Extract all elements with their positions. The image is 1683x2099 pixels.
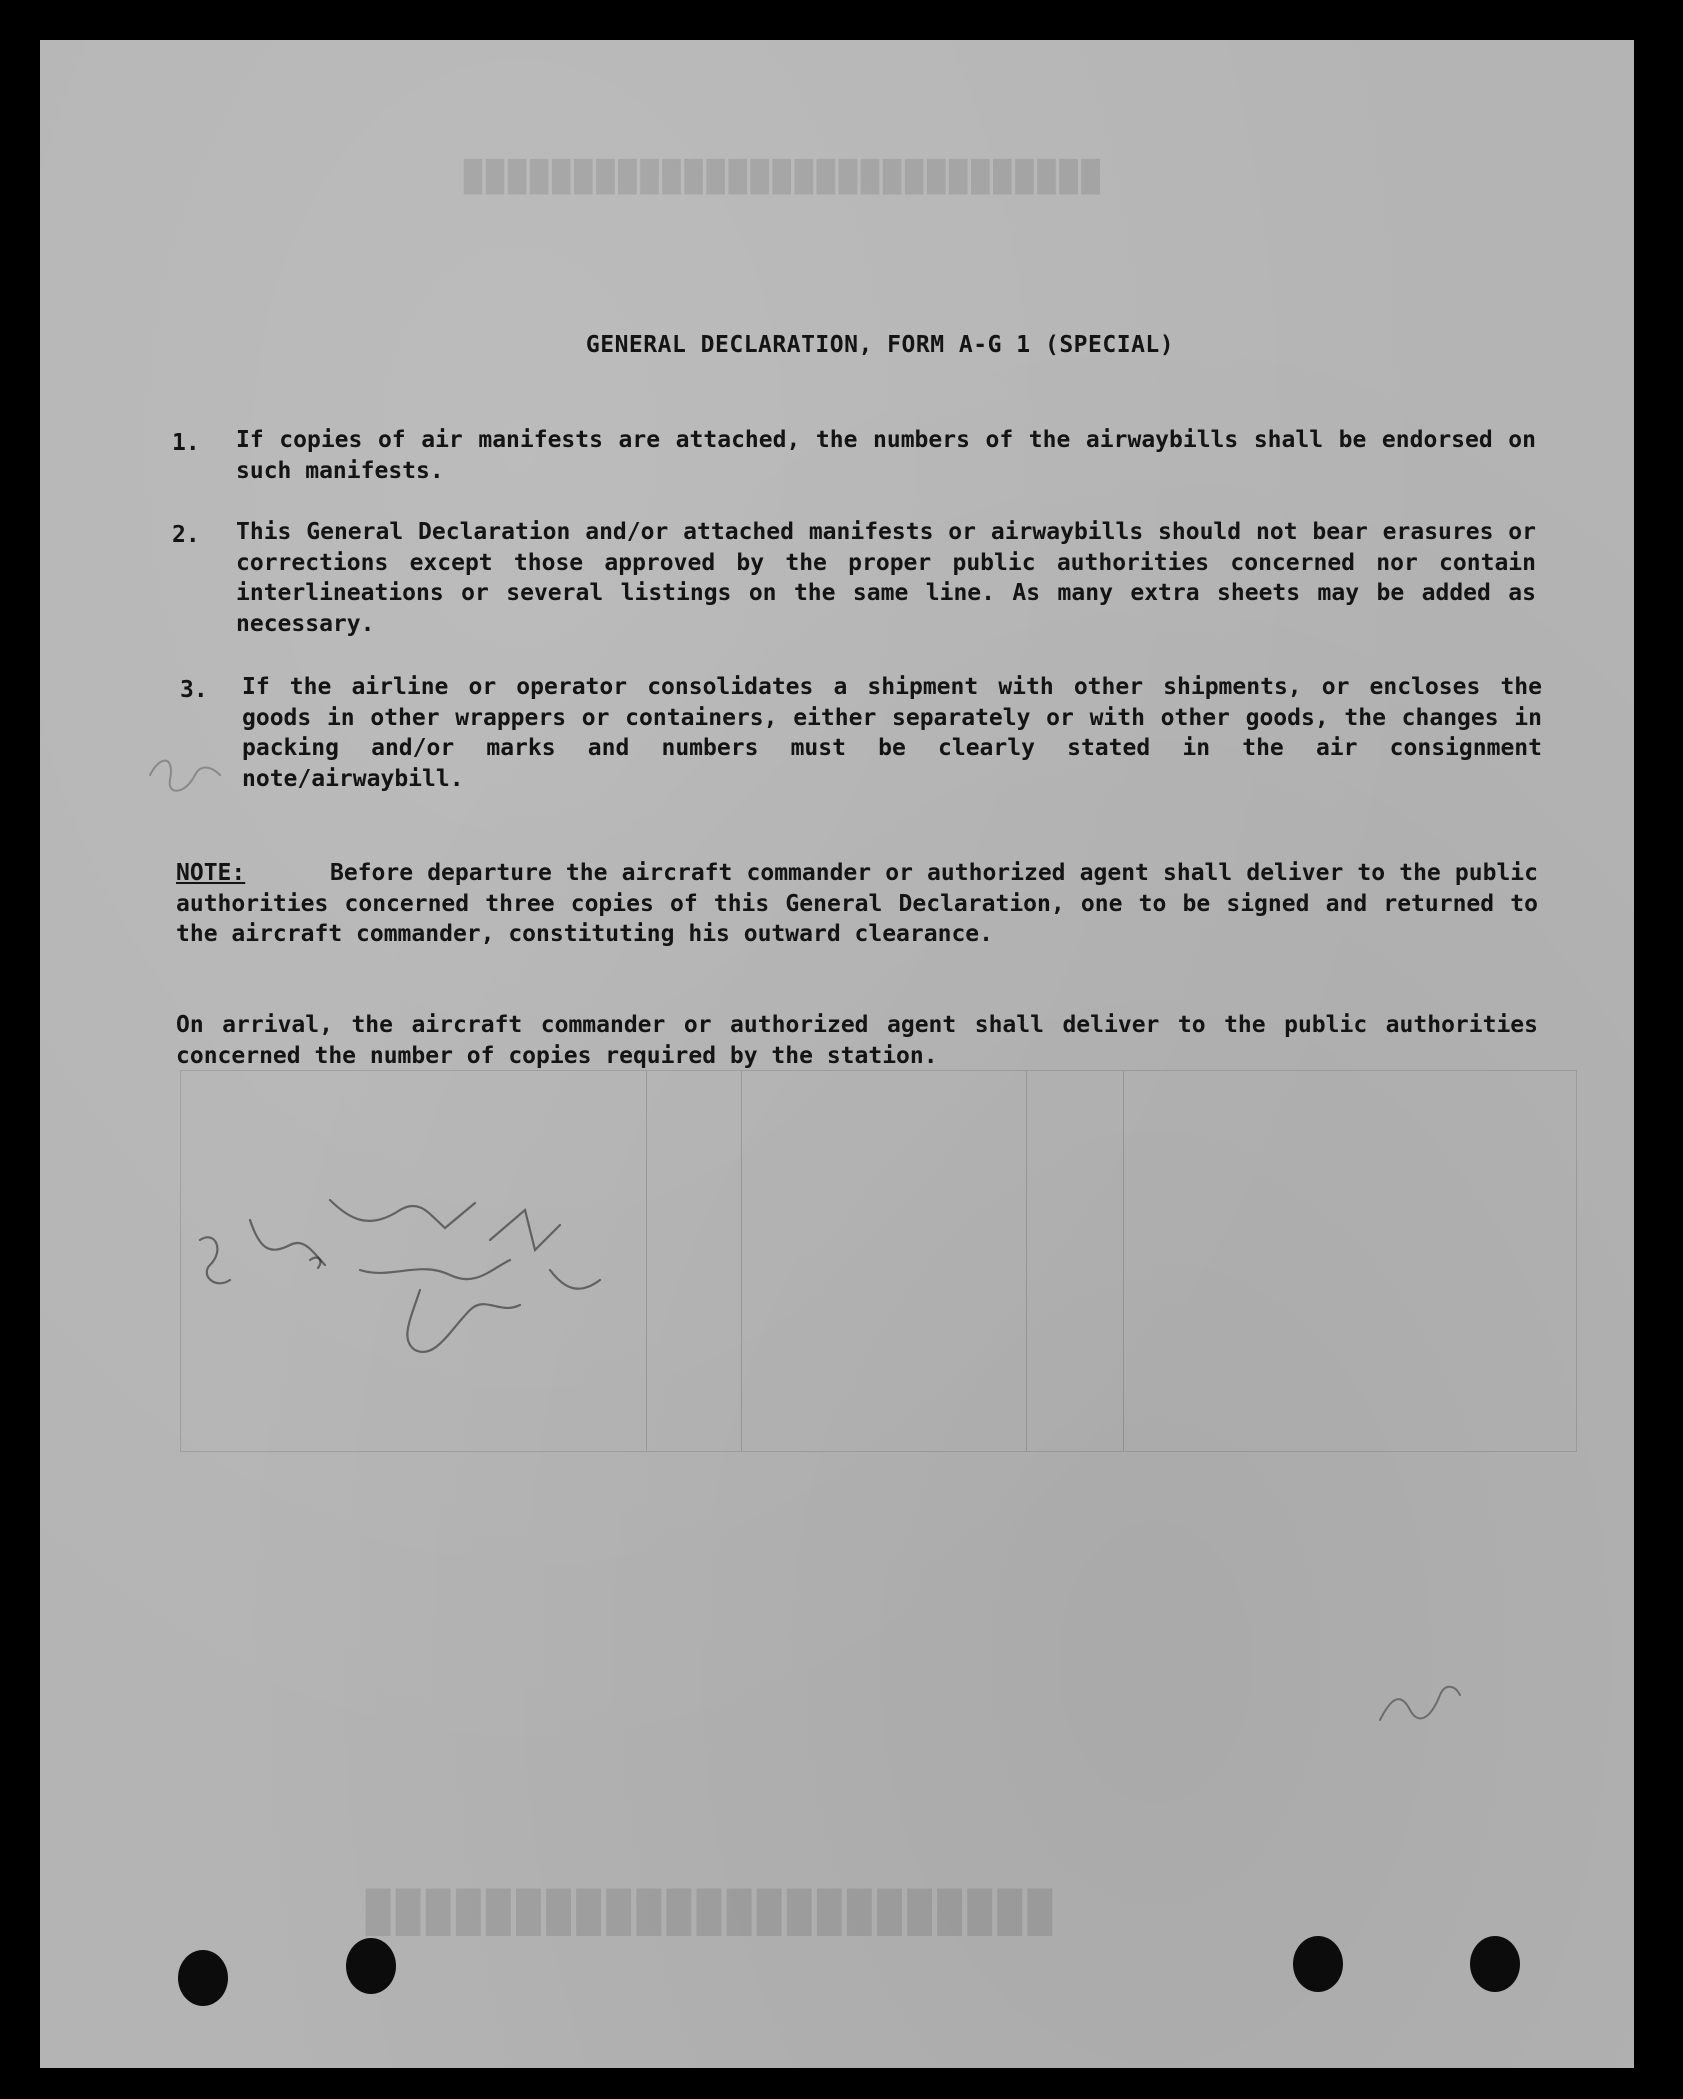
note-paragraph bbox=[176, 858, 1538, 950]
document-title: GENERAL DECLARATION, FORM A-G 1 (SPECIAL) bbox=[585, 332, 1175, 358]
item-2-number: 2. bbox=[172, 522, 200, 548]
punch-hole-2 bbox=[346, 1938, 396, 1994]
punch-hole-4 bbox=[1470, 1936, 1520, 1992]
arrival-paragraph: On arrival, the aircraft commander or authorized agent shall deliver to the public authorities concerned the number of copies required by the station. bbox=[176, 1012, 1538, 1069]
note-text: Before departure the aircraft commander or authorized agent shall deliver to the public authorities concerned three copies of this General Declaration, one to be signed and returned to the aircraft commander, constituting his outward clearance. bbox=[176, 860, 1538, 947]
note-label: NOTE: bbox=[176, 860, 246, 886]
punch-hole-3 bbox=[1293, 1936, 1343, 1992]
item-3-text: If the airline or operator consolidates a shipment with other shipments, or encloses the goods in other wrappers or containers, either separately or with other goods, the changes in packing and/or marks and numbers must be clearly stated in the air consignment note/airwaybill. bbox=[242, 674, 1542, 792]
item-2-text: This General Declaration and/or attached manifests or airwaybills should not bear erasures or corrections except those approved by the proper public authorities concerned nor contain interlineations or several listings on the same line. As many extra sheets may be added as necessary. bbox=[236, 519, 1536, 637]
item-1-number: 1. bbox=[172, 430, 200, 456]
handwritten-mark-left bbox=[140, 740, 230, 800]
handwritten-signature bbox=[190, 1180, 730, 1400]
document-page bbox=[40, 40, 1634, 2068]
item-1-text: If copies of air manifests are attached, the numbers of the airwaybills shall be endorsed on such manifests. bbox=[236, 427, 1536, 484]
bleed-through-heading: █████████████████████████████ bbox=[460, 160, 1100, 195]
handwritten-mark bbox=[1375, 1670, 1465, 1740]
bleed-through-footer: ███████████████████████ bbox=[360, 1890, 1052, 1936]
item-3-number: 3. bbox=[180, 677, 208, 703]
punch-hole-1 bbox=[178, 1950, 228, 2006]
